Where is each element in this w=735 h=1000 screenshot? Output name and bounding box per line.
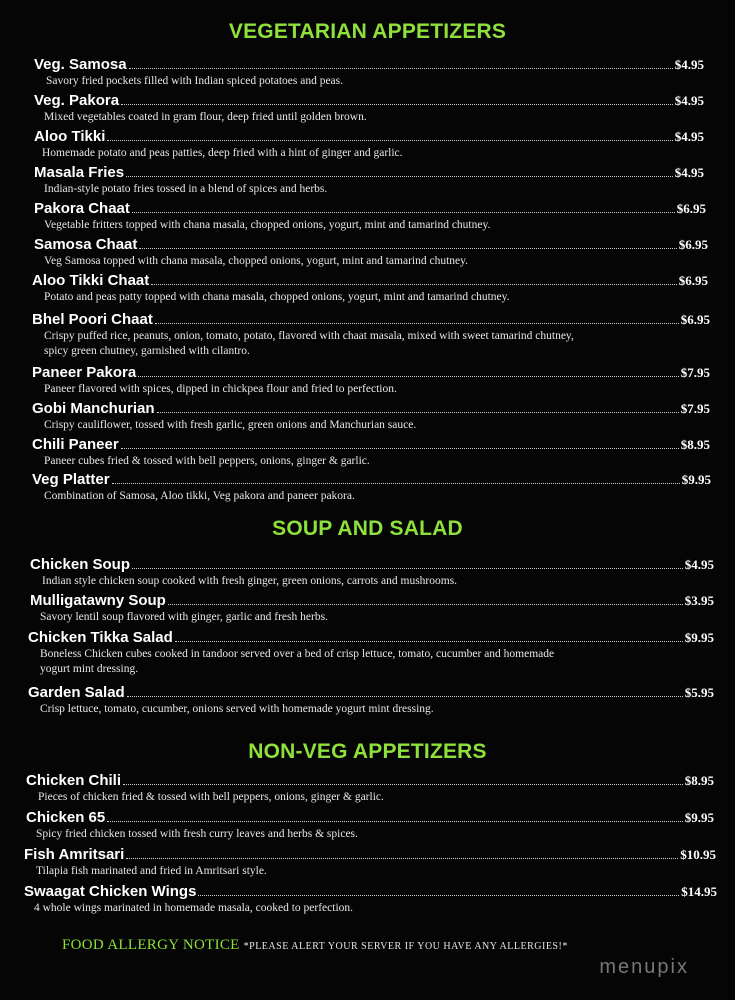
item-price: $10.95 [680,847,716,862]
allergy-notice-title: FOOD ALLERGY NOTICE [62,937,240,953]
item-price: $9.95 [684,810,714,825]
dot-leader [132,567,683,569]
dot-leader [112,482,680,484]
menu-item [32,311,710,359]
menu-item [34,92,704,125]
item-price: $8.95 [680,437,710,452]
dot-leader [175,640,683,642]
item-name: Mulligatawny Soup [30,592,166,609]
item-description: Homemade potato and peas patties, deep fried with a hint of ginger and garlic. [42,147,403,159]
item-price: $3.95 [684,593,714,608]
item-name: Chili Paneer [32,436,119,453]
item-description: Combination of Samosa, Aloo tikki, Veg pakora and paneer pakora. [44,490,355,502]
dot-leader [198,894,679,896]
item-price: $4.95 [674,93,704,108]
item-price: $6.95 [678,237,708,252]
item-price: $6.95 [678,273,708,288]
menu-item [34,164,704,197]
item-name: Swaagat Chicken Wings [24,883,197,900]
item-description: Vegetable fritters topped with chana masala, chopped onions, yogurt, mint and tamarind chutney. [44,219,491,231]
item-name: Chicken Soup [30,556,131,573]
item-description: Veg Samosa topped with chana masala, chopped onions, yogurt, mint and tamarind chutney. [44,255,469,267]
menu-item [28,684,714,717]
menu-item [34,236,708,269]
item-description: Paneer cubes fried & tossed with bell peppers, onions, ginger & garlic. [44,455,370,467]
item-price: $9.95 [684,630,714,645]
menu-item [30,556,714,589]
item-description: Indian-style potato fries tossed in a blend of spices and herbs. [44,183,328,195]
item-description: Potato and peas patty topped with chana masala, chopped onions, yogurt, mint and tamarind chutney. [44,291,510,303]
item-name: Gobi Manchurian [32,400,155,417]
menu-item [32,364,710,397]
item-description-continued: yogurt mint dressing. [40,663,139,675]
item-description: Indian style chicken soup cooked with fresh ginger, green onions, carrots and mushrooms. [42,575,458,587]
item-name: Chicken Tikka Salad [28,629,173,646]
menu-item [26,772,714,805]
dot-leader [157,411,679,413]
item-name: Chicken Chili [26,772,122,789]
item-price: $4.95 [674,57,704,72]
menu-item [32,471,711,504]
item-description: Savory lentil soup flavored with ginger, garlic and fresh herbs. [40,611,328,623]
item-price: $14.95 [681,884,717,899]
dot-leader [121,103,673,105]
menupix-watermark: menupix [599,956,689,978]
item-name: Aloo Tikki [34,128,106,145]
item-price: $6.95 [676,201,706,216]
item-name: Samosa Chaat [34,236,138,253]
dot-leader [155,322,679,324]
item-description: Crispy cauliflower, tossed with fresh garlic, green onions and Manchurian sauce. [44,419,417,431]
menu-item [28,629,714,677]
menu-item [34,200,706,233]
item-description: Crisp lettuce, tomato, cucumber, onions served with homemade yogurt mint dressing. [40,703,434,715]
item-name: Pakora Chaat [34,200,130,217]
item-name: Aloo Tikki Chaat [32,272,150,289]
allergy-notice [62,936,568,954]
item-name: Fish Amritsari [24,846,125,863]
item-price: $4.95 [674,129,704,144]
dot-leader [127,695,683,697]
menu-item [32,400,710,433]
dot-leader [126,175,673,177]
menu-item [32,436,710,469]
dot-leader [151,283,677,285]
dot-leader [132,211,675,213]
item-name: Garden Salad [28,684,125,701]
dot-leader [107,820,683,822]
item-description: Tilapia fish marinated and fried in Amritsari style. [36,865,267,877]
item-name: Veg. Samosa [34,56,127,73]
dot-leader [123,783,683,785]
item-name: Masala Fries [34,164,125,181]
item-description: 4 whole wings marinated in homemade masala, cooked to perfection. [34,902,354,914]
dot-leader [138,375,679,377]
menu-item [34,56,704,89]
allergy-notice-text: *PLEASE ALERT YOUR SERVER IF YOU HAVE ANY ALLERGIES!* [243,941,568,952]
menu-item [34,128,704,161]
item-price: $5.95 [684,685,714,700]
item-name: Paneer Pakora [32,364,137,381]
dot-leader [139,247,676,249]
item-price: $6.95 [680,312,710,327]
item-description: Savory fried pockets filled with Indian spiced potatoes and peas. [46,75,344,87]
menu-item [26,809,714,842]
item-description: Paneer flavored with spices, dipped in chickpea flour and fried to perfection. [44,383,397,395]
menu-item [24,846,716,879]
dot-leader [121,447,679,449]
menu-item [30,592,714,625]
item-price: $4.95 [674,165,704,180]
item-description: Spicy fried chicken tossed with fresh curry leaves and herbs & spices. [36,828,358,840]
item-price: $9.95 [681,472,711,487]
section-title-non-veg: NON-VEG APPETIZERS [248,740,487,763]
item-name: Veg. Pakora [34,92,120,109]
item-price: $8.95 [684,773,714,788]
dot-leader [129,67,673,69]
item-name: Chicken 65 [26,809,106,826]
menu-item [32,272,708,305]
item-name: Bhel Poori Chaat [32,311,153,328]
item-description: Boneless Chicken cubes cooked in tandoor served over a bed of crisp lettuce, tomato, cucumber and homemade [40,648,555,660]
dot-leader [168,603,683,605]
item-description: Pieces of chicken fried & tossed with bell peppers, onions, ginger & garlic. [38,791,384,803]
dot-leader [126,857,678,859]
menu-item [24,883,717,916]
section-title-vegetarian: VEGETARIAN APPETIZERS [228,20,507,43]
item-description: Crispy puffed rice, peanuts, onion, tomato, potato, flavored with chaat masala, mixed with sweet tamarind chutney, [44,330,574,342]
item-name: Veg Platter [32,471,110,488]
item-description-continued: spicy green chutney, garnished with cilantro. [44,345,250,357]
section-title-soup-salad: SOUP AND SALAD [272,517,463,540]
item-price: $7.95 [680,401,710,416]
item-price: $4.95 [684,557,714,572]
item-price: $7.95 [680,365,710,380]
dot-leader [107,139,672,141]
item-description: Mixed vegetables coated in gram flour, deep fried until golden brown. [44,111,367,123]
